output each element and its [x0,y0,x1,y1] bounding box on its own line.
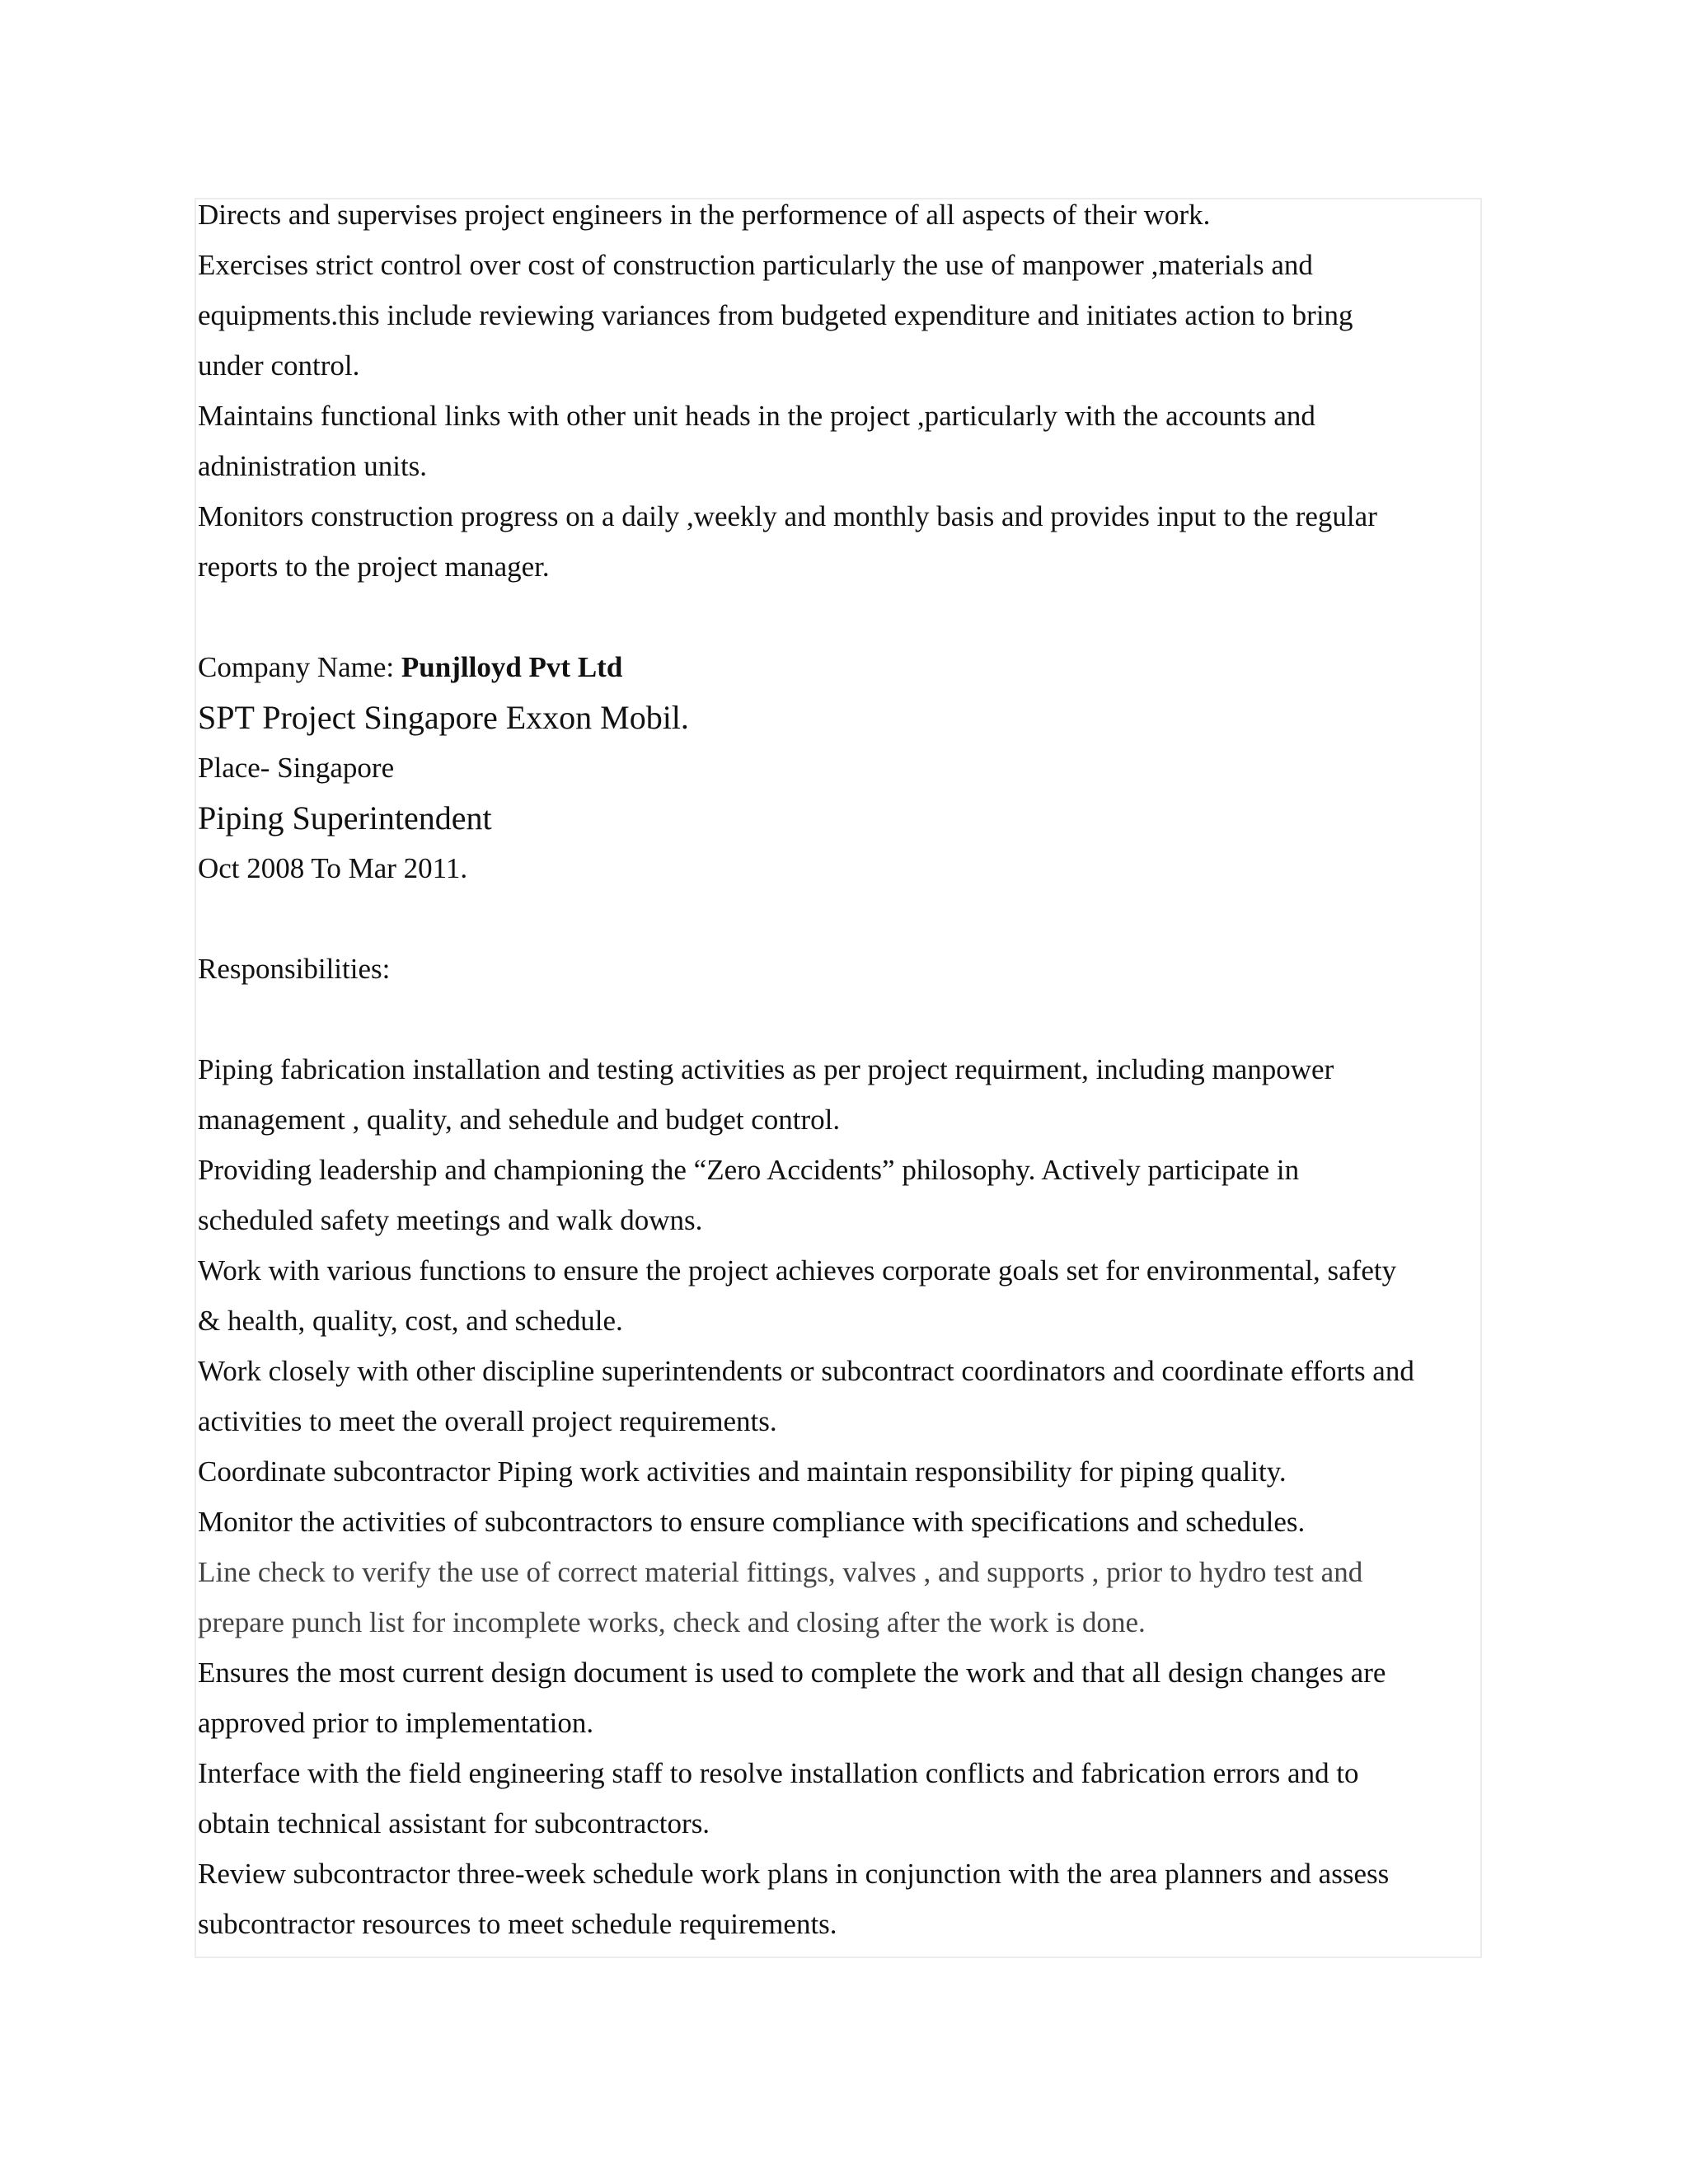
text-line: & health, quality, cost, and schedule. [198,1305,623,1337]
company-name: Punjlloyd Pvt Ltd [401,651,623,683]
responsibilities-section [198,1044,1484,1949]
text-line: adninistration units. [198,450,428,482]
employment-period: Oct 2008 To Mar 2011. [198,852,468,884]
text-line: Exercises strict control over cost of construction particularly the use of manpower ,materials and [198,249,1313,281]
company-line [198,642,1484,692]
spacer [198,893,1484,944]
text-line: under control. [198,349,360,382]
text-line: approved prior to implementation. [198,1707,594,1739]
document-body [198,190,1484,1949]
company-section [198,642,1484,893]
text-line: scheduled safety meetings and walk downs. [198,1204,703,1236]
text-line: Monitors construction progress on a daily ,weekly and monthly basis and provides input to the regular [198,500,1377,532]
spacer [198,994,1484,1044]
text-line: Interface with the field engineering staff to resolve installation conflicts and fabrication errors and to [198,1757,1359,1789]
text-line: equipments.this include reviewing variances from budgeted expenditure and initiates action to bring [198,299,1353,331]
text-line: Providing leadership and championing the “Zero Accidents” philosophy. Actively participate in [198,1154,1300,1186]
text-line: subcontractor resources to meet schedule requirements. [198,1908,837,1940]
spacer [198,592,1484,642]
text-line: Maintains functional links with other unit heads in the project ,particularly with the accounts and [198,400,1315,432]
text-line: Work with various functions to ensure the project achieves corporate goals set for environmental, safety [198,1254,1397,1286]
place: Place- Singapore [198,752,395,784]
text-line: reports to the project manager. [198,551,550,583]
text-line: Monitor the activities of subcontractors to ensure compliance with specifications and schedules. [198,1506,1306,1538]
text-line: management , quality, and sehedule and budget control. [198,1104,841,1136]
text-line: Review subcontractor three-week schedule work plans in conjunction with the area planners and assess [198,1858,1390,1890]
text-line: Directs and supervises project engineers in the performence of all aspects of their work. [198,199,1211,231]
responsibilities-heading: Responsibilities: [198,953,391,985]
intro-section [198,190,1484,592]
text-line: obtain technical assistant for subcontractors. [198,1807,710,1840]
text-line: Work closely with other discipline superintendents or subcontract coordinators and coordinate efforts and [198,1355,1414,1387]
text-line: Coordinate subcontractor Piping work activities and maintain responsibility for piping quality. [198,1455,1287,1488]
text-line: Piping fabrication installation and testing activities as per project requirment, including manpower [198,1053,1334,1085]
text-line: Line check to verify the use of correct material fittings, valves , and supports , prior to hydro test and [198,1556,1363,1588]
job-role: Piping Superintendent [198,799,492,837]
company-label: Company Name: [198,651,401,683]
text-line: activities to meet the overall project requirements. [198,1405,777,1437]
text-line: prepare punch list for incomplete works, check and closing after the work is done. [198,1606,1146,1638]
project-name: SPT Project Singapore Exxon Mobil. [198,699,689,736]
text-line: Ensures the most current design document is used to complete the work and that all design changes are [198,1657,1386,1689]
